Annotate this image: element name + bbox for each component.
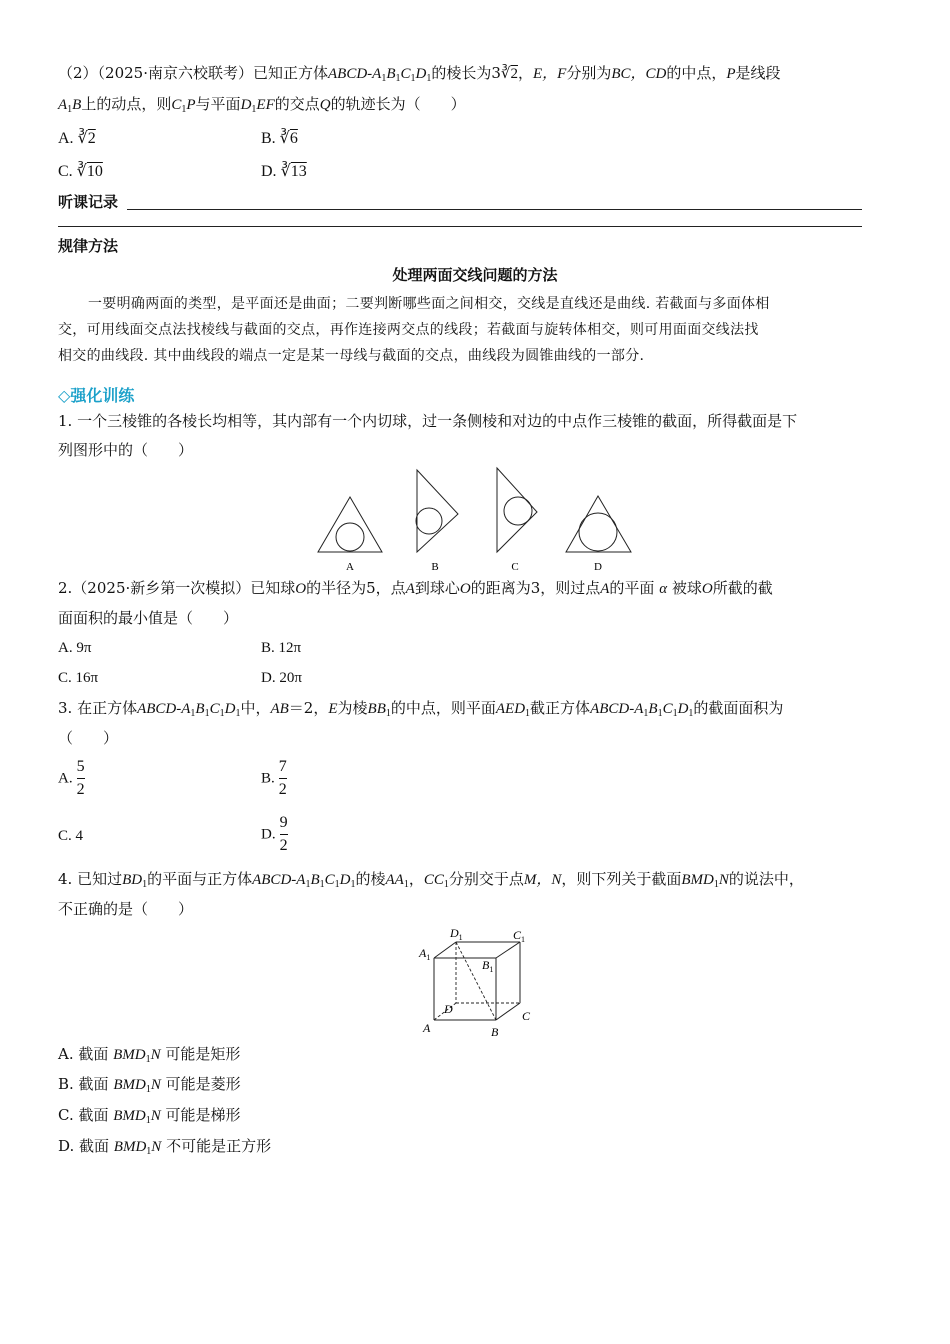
p2-option-c[interactable]: C. 16π — [58, 670, 99, 686]
p4-option-c[interactable]: C. 截面 $BMD_1N$ 可能是梯形 — [58, 1106, 241, 1126]
q2-stem-line1: （2）（2025·南京六校联考）已知正方体ABCD-$A_1B_1C_1D_1$的棱长为3∛2，E，F分别为BC，CD的中点，P是线段 — [58, 64, 781, 84]
p3-option-b[interactable]: B. $\frac{7}{2}$ — [261, 758, 287, 798]
fig-label-a: A — [346, 561, 354, 573]
label-c: C — [522, 1009, 531, 1023]
label-a1: $A_1$ — [419, 946, 431, 962]
p4-option-b[interactable]: B. 截面 $BMD_1N$ 可能是菱形 — [58, 1075, 241, 1095]
fraction: $\frac{9}{2}$ — [279, 814, 288, 854]
p1-figure — [300, 462, 650, 577]
q2-option-a[interactable]: A. ∛2 — [58, 128, 96, 147]
label-a: A — [423, 1021, 431, 1035]
q2-option-b[interactable]: B. ∛6 — [261, 128, 298, 147]
p1-line1: 1. 一个三棱锥的各棱长均相等，其内部有一个内切球，过一条侧棱和对边的中点作三棱锥的截面，所得截面是下 — [58, 412, 798, 430]
q2-stem-line2: $A_1B$上的动点，则$C_1P$与平面$D_1EF$的交点Q的轨迹长为（ ） — [58, 95, 466, 115]
method-heading: 规律方法 — [58, 237, 119, 255]
p2-line1: 2.（2025·新乡第一次模拟）已知球O的半径为5，点A到球心O的距离为3，则过点A的平面 α 被球O所截的截 — [58, 579, 773, 597]
label-c1: $C_1$ — [513, 928, 526, 944]
method-line-1: 一要明确两面的类型，是平面还是曲面；二要判断哪些面之间相交，交线是直线还是曲线. 若截面与多面体相 — [88, 296, 770, 312]
notes-label: 听课记录 — [58, 193, 119, 211]
p3-line1: 3. 在正方体ABCD-$A_1B_1C_1D_1$中，AB＝2，E为棱$BB_1$的中点，则平面$AED_1$截正方体ABCD-$A_1B_1C_1D_1$的截面面积为 — [58, 699, 784, 719]
label-d1: $D_1$ — [450, 926, 463, 942]
p3-option-a[interactable]: A. $\frac{5}{2}$ — [58, 758, 85, 798]
p4-line2: 不正确的是（ ） — [58, 900, 194, 918]
fig-option-c[interactable] — [497, 468, 537, 552]
method-line-2: 交，可用线面交点法找棱线与截面的交点，再作连接两交点的线段；若截面与旋转体相交，则可用面面交线法找 — [58, 322, 759, 338]
q2-option-d[interactable]: D. ∛13 — [261, 161, 307, 180]
label-d: D — [444, 1002, 453, 1016]
fig-option-d[interactable] — [566, 496, 631, 552]
cube-figure — [410, 922, 540, 1044]
diamond-icon: ◇ — [58, 386, 71, 405]
p4-option-d[interactable]: D. 截面 $BMD_1N$ 不可能是正方形 — [58, 1137, 272, 1157]
fig-label-c: C — [511, 561, 519, 573]
p2-line2: 面面积的最小值是（ ） — [58, 609, 239, 627]
fraction: $\frac{5}{2}$ — [76, 758, 85, 798]
method-title: 处理两面交线问题的方法 — [392, 266, 558, 284]
p2-option-a[interactable]: A. 9π — [58, 640, 92, 656]
fig-label-d: D — [594, 561, 602, 573]
p3-line2: （ ） — [58, 729, 119, 747]
p4-option-a[interactable]: A. 截面 $BMD_1N$ 可能是矩形 — [58, 1045, 241, 1065]
p4-line1: 4. 已知过$BD_1$的平面与正方体ABCD-$A_1B_1C_1D_1$的棱$AA_1$，$CC_1$分别交于点M，N，则下列关于截面$BMD_1N$的说法中， — [58, 870, 804, 890]
fig-option-b[interactable] — [416, 470, 458, 552]
fig-label-b: B — [431, 561, 439, 573]
notes-line-1[interactable] — [127, 209, 862, 210]
p2-option-b[interactable]: B. 12π — [261, 640, 302, 656]
p3-option-c[interactable]: C. 4 — [58, 828, 84, 844]
fig-option-a[interactable] — [318, 497, 382, 552]
label-b1: $B_1$ — [482, 958, 494, 974]
method-line-3: 相交的曲线段. 其中曲线段的端点一定是某一母线与截面的交点，曲线段为圆锥曲线的一部分. — [58, 348, 645, 364]
notes-line-2[interactable] — [58, 226, 862, 227]
p1-line2: 列图形中的（ ） — [58, 441, 194, 459]
p2-option-d[interactable]: D. 20π — [261, 670, 302, 686]
q2-option-c[interactable]: C. ∛10 — [58, 161, 103, 180]
label-b: B — [491, 1025, 499, 1039]
training-heading: ◇强化训练 — [58, 386, 135, 405]
fraction: $\frac{7}{2}$ — [278, 758, 287, 798]
p3-option-d[interactable]: D. $\frac{9}{2}$ — [261, 814, 288, 854]
